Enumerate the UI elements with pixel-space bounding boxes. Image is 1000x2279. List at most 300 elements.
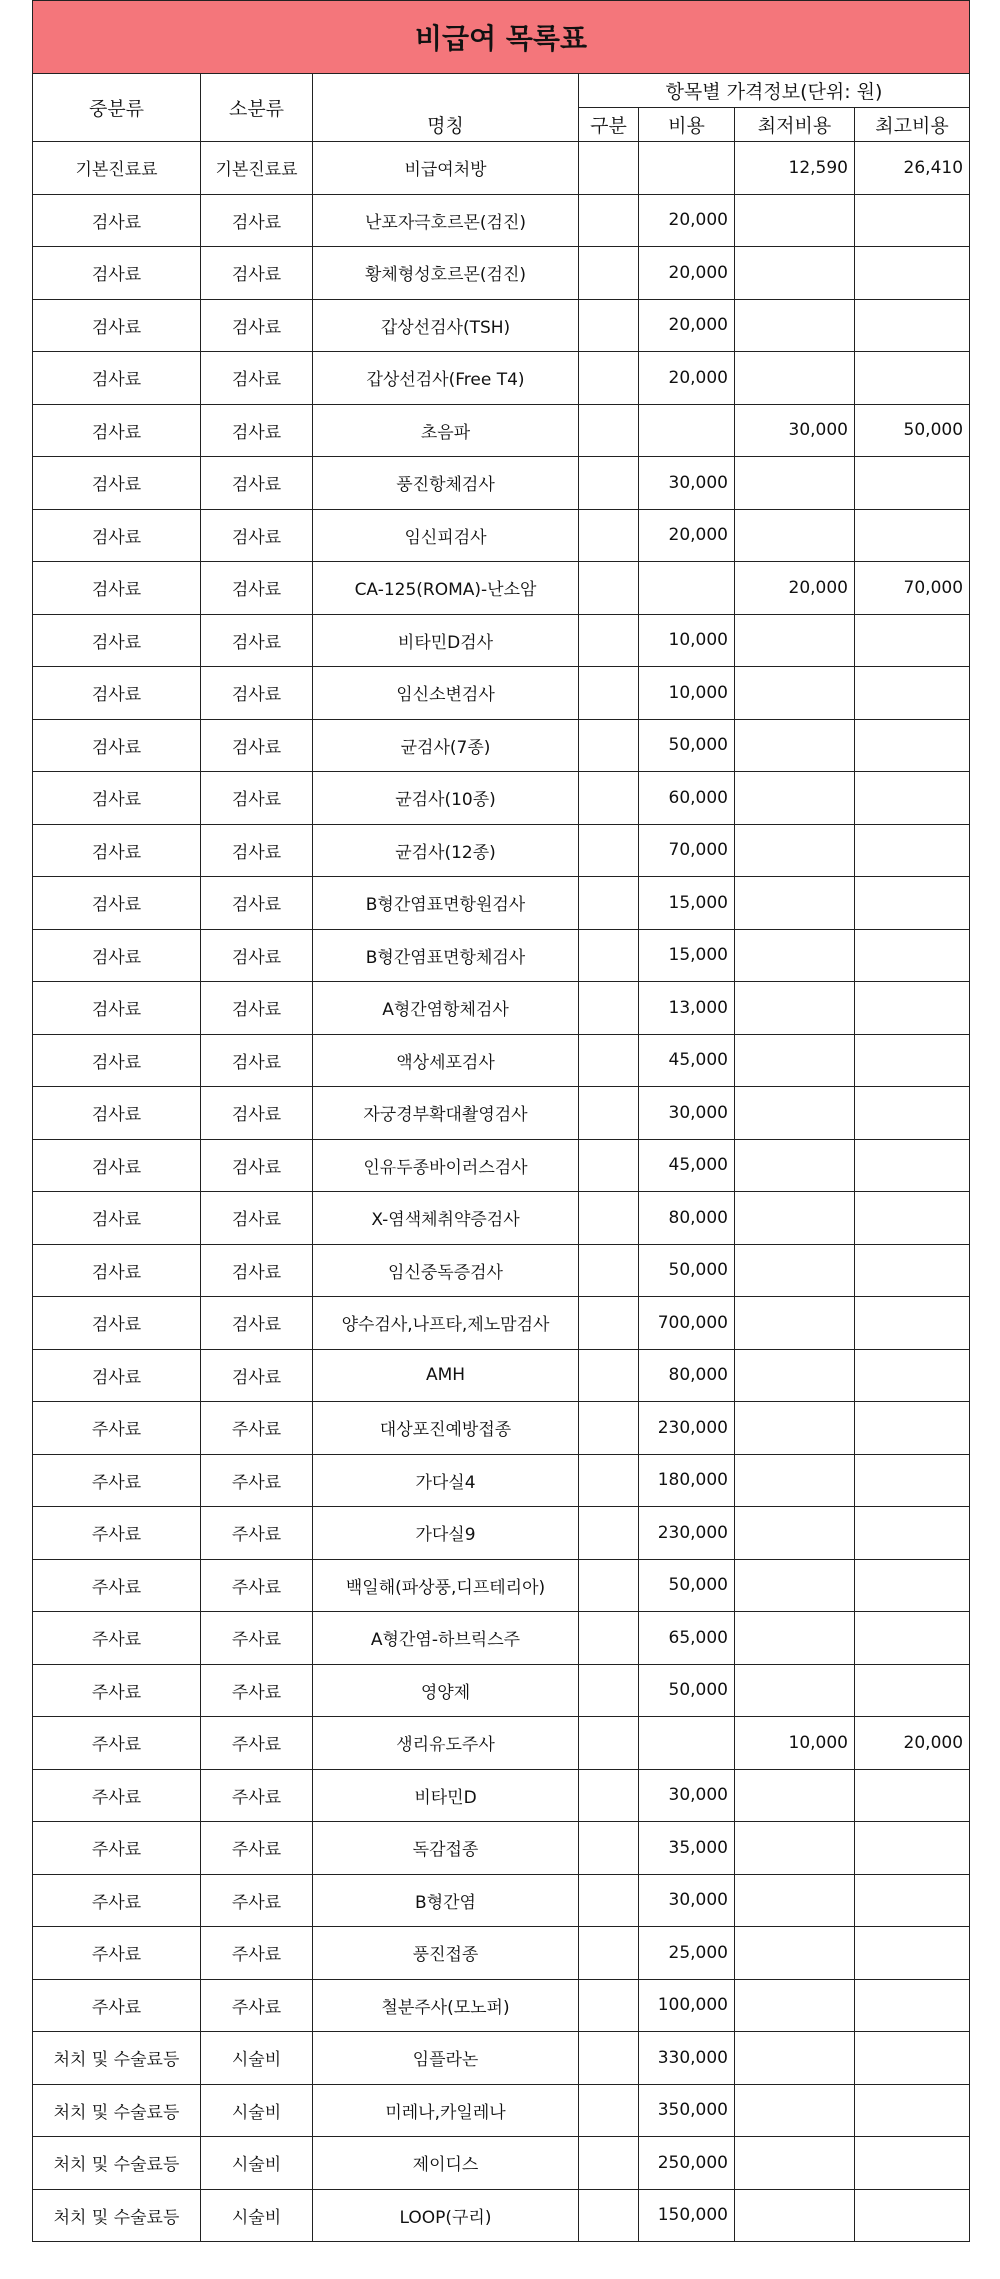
table-row xyxy=(33,1612,970,1665)
cell-sub-category: 검사료 xyxy=(201,1297,313,1350)
cell-mid-category: 검사료 xyxy=(33,509,201,562)
cell-max-cost xyxy=(855,824,970,877)
cell-division xyxy=(579,1664,639,1717)
cell-min-cost xyxy=(735,2084,855,2137)
cell-mid-category: 검사료 xyxy=(33,877,201,930)
cell-max-cost xyxy=(855,247,970,300)
cell-cost: 230,000 xyxy=(639,1402,735,1455)
cell-max-cost xyxy=(855,667,970,720)
cell-division xyxy=(579,1297,639,1350)
cell-min-cost xyxy=(735,509,855,562)
cell-cost: 70,000 xyxy=(639,824,735,877)
cell-max-cost xyxy=(855,1979,970,2032)
cell-mid-category: 기본진료료 xyxy=(33,142,201,195)
cell-cost: 700,000 xyxy=(639,1297,735,1350)
cell-min-cost: 12,590 xyxy=(735,142,855,195)
cell-division xyxy=(579,1559,639,1612)
cell-sub-category: 주사료 xyxy=(201,1507,313,1560)
cell-sub-category: 검사료 xyxy=(201,194,313,247)
header-min-cost: 최저비용 xyxy=(735,108,855,142)
table-row xyxy=(33,1192,970,1245)
cell-sub-category: 검사료 xyxy=(201,457,313,510)
cell-cost: 35,000 xyxy=(639,1822,735,1875)
cell-sub-category: 주사료 xyxy=(201,1559,313,1612)
cell-max-cost xyxy=(855,1507,970,1560)
cell-mid-category: 검사료 xyxy=(33,772,201,825)
cell-item-name: 생리유도주사 xyxy=(313,1717,579,1770)
table-row xyxy=(33,509,970,562)
cell-max-cost xyxy=(855,1664,970,1717)
page-title: 비급여 목록표 xyxy=(33,1,970,74)
cell-sub-category: 기본진료료 xyxy=(201,142,313,195)
cell-max-cost xyxy=(855,1822,970,1875)
cell-mid-category: 검사료 xyxy=(33,982,201,1035)
cell-item-name: 풍진항체검사 xyxy=(313,457,579,510)
cell-mid-category: 검사료 xyxy=(33,352,201,405)
cell-division xyxy=(579,457,639,510)
cell-sub-category: 검사료 xyxy=(201,509,313,562)
cell-min-cost xyxy=(735,1979,855,2032)
cell-mid-category: 주사료 xyxy=(33,1507,201,1560)
cell-cost xyxy=(639,142,735,195)
cell-division xyxy=(579,929,639,982)
cell-mid-category: 검사료 xyxy=(33,1087,201,1140)
header-sub-category: 소분류 xyxy=(201,74,313,142)
cell-min-cost xyxy=(735,667,855,720)
cell-item-name: 갑상선검사(Free T4) xyxy=(313,352,579,405)
cell-division xyxy=(579,1034,639,1087)
cell-min-cost xyxy=(735,299,855,352)
cell-item-name: 영양제 xyxy=(313,1664,579,1717)
cell-max-cost xyxy=(855,1402,970,1455)
cell-sub-category: 검사료 xyxy=(201,404,313,457)
cell-division xyxy=(579,719,639,772)
cell-sub-category: 주사료 xyxy=(201,1979,313,2032)
table-row xyxy=(33,404,970,457)
cell-sub-category: 검사료 xyxy=(201,247,313,300)
cell-mid-category: 검사료 xyxy=(33,614,201,667)
cell-min-cost xyxy=(735,1349,855,1402)
cell-mid-category: 검사료 xyxy=(33,299,201,352)
non-covered-price-table xyxy=(32,0,970,2242)
table-row xyxy=(33,1769,970,1822)
table-row xyxy=(33,299,970,352)
cell-cost: 30,000 xyxy=(639,1874,735,1927)
cell-division xyxy=(579,352,639,405)
table-row xyxy=(33,2084,970,2137)
cell-sub-category: 검사료 xyxy=(201,929,313,982)
cell-mid-category: 주사료 xyxy=(33,1454,201,1507)
cell-min-cost: 10,000 xyxy=(735,1717,855,1770)
cell-max-cost xyxy=(855,1349,970,1402)
cell-mid-category: 처치 및 수술료등 xyxy=(33,2032,201,2085)
cell-sub-category: 검사료 xyxy=(201,614,313,667)
table-row xyxy=(33,1927,970,1980)
cell-division xyxy=(579,404,639,457)
cell-division xyxy=(579,1454,639,1507)
cell-min-cost xyxy=(735,1402,855,1455)
cell-cost: 80,000 xyxy=(639,1349,735,1402)
cell-division xyxy=(579,562,639,615)
cell-cost: 20,000 xyxy=(639,509,735,562)
cell-sub-category: 주사료 xyxy=(201,1717,313,1770)
cell-min-cost xyxy=(735,1822,855,1875)
cell-division xyxy=(579,667,639,720)
cell-min-cost xyxy=(735,2032,855,2085)
cell-cost: 10,000 xyxy=(639,667,735,720)
cell-item-name: 대상포진예방접종 xyxy=(313,1402,579,1455)
cell-sub-category: 주사료 xyxy=(201,1664,313,1717)
cell-cost: 50,000 xyxy=(639,1244,735,1297)
cell-item-name: 인유두종바이러스검사 xyxy=(313,1139,579,1192)
cell-division xyxy=(579,772,639,825)
cell-division xyxy=(579,299,639,352)
cell-sub-category: 검사료 xyxy=(201,1349,313,1402)
cell-item-name: 균검사(12종) xyxy=(313,824,579,877)
cell-cost: 50,000 xyxy=(639,1559,735,1612)
cell-item-name: 미레나,카일레나 xyxy=(313,2084,579,2137)
cell-cost: 60,000 xyxy=(639,772,735,825)
table-row xyxy=(33,1139,970,1192)
cell-mid-category: 검사료 xyxy=(33,1244,201,1297)
cell-min-cost xyxy=(735,877,855,930)
cell-item-name: LOOP(구리) xyxy=(313,2189,579,2242)
cell-max-cost xyxy=(855,1454,970,1507)
cell-sub-category: 검사료 xyxy=(201,1034,313,1087)
cell-mid-category: 주사료 xyxy=(33,1927,201,1980)
cell-max-cost xyxy=(855,1192,970,1245)
cell-min-cost xyxy=(735,1769,855,1822)
cell-min-cost xyxy=(735,1192,855,1245)
cell-max-cost xyxy=(855,877,970,930)
cell-item-name: 가다실4 xyxy=(313,1454,579,1507)
cell-sub-category: 검사료 xyxy=(201,1087,313,1140)
cell-min-cost xyxy=(735,194,855,247)
cell-mid-category: 검사료 xyxy=(33,824,201,877)
cell-mid-category: 주사료 xyxy=(33,1402,201,1455)
cell-max-cost xyxy=(855,299,970,352)
cell-max-cost xyxy=(855,509,970,562)
cell-mid-category: 검사료 xyxy=(33,562,201,615)
table-row xyxy=(33,2137,970,2190)
cell-mid-category: 검사료 xyxy=(33,1297,201,1350)
cell-min-cost xyxy=(735,247,855,300)
cell-item-name: 임신중독증검사 xyxy=(313,1244,579,1297)
table-row xyxy=(33,1034,970,1087)
table-row xyxy=(33,562,970,615)
cell-cost: 13,000 xyxy=(639,982,735,1035)
cell-min-cost xyxy=(735,614,855,667)
cell-item-name: 비타민D xyxy=(313,1769,579,1822)
cell-max-cost xyxy=(855,1139,970,1192)
cell-max-cost xyxy=(855,2032,970,2085)
cell-division xyxy=(579,1769,639,1822)
cell-division xyxy=(579,1979,639,2032)
cell-item-name: 철분주사(모노퍼) xyxy=(313,1979,579,2032)
cell-max-cost: 70,000 xyxy=(855,562,970,615)
cell-item-name: 균검사(7종) xyxy=(313,719,579,772)
cell-sub-category: 검사료 xyxy=(201,824,313,877)
cell-item-name: B형간염 xyxy=(313,1874,579,1927)
cell-division xyxy=(579,614,639,667)
cell-min-cost xyxy=(735,1244,855,1297)
cell-mid-category: 검사료 xyxy=(33,1192,201,1245)
cell-sub-category: 주사료 xyxy=(201,1454,313,1507)
cell-max-cost xyxy=(855,614,970,667)
cell-cost: 80,000 xyxy=(639,1192,735,1245)
cell-mid-category: 주사료 xyxy=(33,1612,201,1665)
cell-mid-category: 검사료 xyxy=(33,1349,201,1402)
cell-division xyxy=(579,1087,639,1140)
cell-division xyxy=(579,194,639,247)
cell-cost: 230,000 xyxy=(639,1507,735,1560)
table-row xyxy=(33,1244,970,1297)
cell-min-cost: 30,000 xyxy=(735,404,855,457)
table-row xyxy=(33,247,970,300)
table-row xyxy=(33,194,970,247)
cell-min-cost xyxy=(735,1139,855,1192)
cell-max-cost xyxy=(855,1559,970,1612)
cell-cost: 25,000 xyxy=(639,1927,735,1980)
cell-division xyxy=(579,2084,639,2137)
table-row xyxy=(33,1507,970,1560)
cell-sub-category: 검사료 xyxy=(201,1192,313,1245)
cell-max-cost xyxy=(855,719,970,772)
cell-min-cost xyxy=(735,352,855,405)
cell-division xyxy=(579,2189,639,2242)
cell-division xyxy=(579,1192,639,1245)
cell-division xyxy=(579,509,639,562)
cell-max-cost xyxy=(855,772,970,825)
header-name: 명칭 xyxy=(313,108,579,142)
cell-division xyxy=(579,2032,639,2085)
cell-mid-category: 검사료 xyxy=(33,194,201,247)
cell-max-cost xyxy=(855,1087,970,1140)
cell-cost: 20,000 xyxy=(639,247,735,300)
cell-min-cost xyxy=(735,1087,855,1140)
cell-sub-category: 검사료 xyxy=(201,667,313,720)
cell-item-name: 임신피검사 xyxy=(313,509,579,562)
cell-item-name: 비급여처방 xyxy=(313,142,579,195)
cell-division xyxy=(579,1927,639,1980)
cell-max-cost xyxy=(855,1244,970,1297)
cell-division xyxy=(579,1612,639,1665)
table-row xyxy=(33,614,970,667)
table-row xyxy=(33,1979,970,2032)
cell-item-name: 풍진접종 xyxy=(313,1927,579,1980)
cell-cost: 180,000 xyxy=(639,1454,735,1507)
cell-division xyxy=(579,1874,639,1927)
cell-item-name: B형간염표면항체검사 xyxy=(313,929,579,982)
cell-max-cost xyxy=(855,457,970,510)
cell-division xyxy=(579,877,639,930)
cell-cost: 15,000 xyxy=(639,877,735,930)
cell-max-cost xyxy=(855,929,970,982)
table-row xyxy=(33,1822,970,1875)
cell-sub-category: 검사료 xyxy=(201,772,313,825)
cell-min-cost xyxy=(735,1507,855,1560)
price-list-sheet xyxy=(32,0,969,2242)
cell-item-name: B형간염표면항원검사 xyxy=(313,877,579,930)
cell-item-name: 백일해(파상풍,디프테리아) xyxy=(313,1559,579,1612)
cell-min-cost xyxy=(735,929,855,982)
cell-sub-category: 시술비 xyxy=(201,2084,313,2137)
cell-mid-category: 검사료 xyxy=(33,929,201,982)
table-row xyxy=(33,667,970,720)
cell-mid-category: 주사료 xyxy=(33,1717,201,1770)
cell-min-cost xyxy=(735,1664,855,1717)
cell-division xyxy=(579,2137,639,2190)
table-row xyxy=(33,1454,970,1507)
cell-min-cost xyxy=(735,1612,855,1665)
cell-min-cost xyxy=(735,982,855,1035)
cell-cost: 250,000 xyxy=(639,2137,735,2190)
cell-item-name: 황체형성호르몬(검진) xyxy=(313,247,579,300)
header-mid-category: 중분류 xyxy=(33,74,201,142)
cell-mid-category: 검사료 xyxy=(33,247,201,300)
cell-max-cost xyxy=(855,2189,970,2242)
cell-max-cost xyxy=(855,1612,970,1665)
cell-mid-category: 검사료 xyxy=(33,1034,201,1087)
cell-cost: 45,000 xyxy=(639,1034,735,1087)
cell-mid-category: 주사료 xyxy=(33,1874,201,1927)
cell-cost: 20,000 xyxy=(639,299,735,352)
cell-item-name: 초음파 xyxy=(313,404,579,457)
cell-item-name: 자궁경부확대촬영검사 xyxy=(313,1087,579,1140)
cell-sub-category: 시술비 xyxy=(201,2189,313,2242)
cell-cost: 50,000 xyxy=(639,1664,735,1717)
cell-max-cost xyxy=(855,1034,970,1087)
cell-item-name: 비타민D검사 xyxy=(313,614,579,667)
cell-mid-category: 처치 및 수술료등 xyxy=(33,2189,201,2242)
cell-mid-category: 검사료 xyxy=(33,457,201,510)
cell-sub-category: 주사료 xyxy=(201,1402,313,1455)
cell-cost: 30,000 xyxy=(639,1769,735,1822)
table-row xyxy=(33,1087,970,1140)
cell-item-name: 제이디스 xyxy=(313,2137,579,2190)
table-row xyxy=(33,2189,970,2242)
cell-division xyxy=(579,1507,639,1560)
table-row xyxy=(33,457,970,510)
cell-cost: 350,000 xyxy=(639,2084,735,2137)
cell-division xyxy=(579,1244,639,1297)
cell-mid-category: 주사료 xyxy=(33,1979,201,2032)
cell-min-cost xyxy=(735,1297,855,1350)
cell-item-name: A형간염항체검사 xyxy=(313,982,579,1035)
table-row xyxy=(33,1559,970,1612)
table-row xyxy=(33,929,970,982)
cell-sub-category: 검사료 xyxy=(201,562,313,615)
cell-division xyxy=(579,1139,639,1192)
cell-cost: 100,000 xyxy=(639,1979,735,2032)
cell-max-cost xyxy=(855,982,970,1035)
cell-division xyxy=(579,982,639,1035)
cell-min-cost xyxy=(735,719,855,772)
cell-item-name: AMH xyxy=(313,1349,579,1402)
cell-max-cost xyxy=(855,1769,970,1822)
cell-max-cost xyxy=(855,2084,970,2137)
table-row xyxy=(33,142,970,195)
cell-sub-category: 검사료 xyxy=(201,719,313,772)
cell-min-cost xyxy=(735,1559,855,1612)
cell-max-cost xyxy=(855,2137,970,2190)
table-row xyxy=(33,877,970,930)
cell-cost xyxy=(639,404,735,457)
cell-max-cost: 20,000 xyxy=(855,1717,970,1770)
cell-item-name: 독감접종 xyxy=(313,1822,579,1875)
table-row xyxy=(33,719,970,772)
cell-item-name: 가다실9 xyxy=(313,1507,579,1560)
cell-item-name: X-염색체취약증검사 xyxy=(313,1192,579,1245)
table-row xyxy=(33,1874,970,1927)
cell-min-cost xyxy=(735,1874,855,1927)
cell-cost: 20,000 xyxy=(639,194,735,247)
cell-min-cost xyxy=(735,457,855,510)
cell-min-cost xyxy=(735,772,855,825)
header-max-cost: 최고비용 xyxy=(855,108,970,142)
cell-cost xyxy=(639,1717,735,1770)
header-division: 구분 xyxy=(579,108,639,142)
cell-sub-category: 주사료 xyxy=(201,1612,313,1665)
cell-division xyxy=(579,142,639,195)
cell-sub-category: 주사료 xyxy=(201,1822,313,1875)
table-row xyxy=(33,1402,970,1455)
cell-mid-category: 처치 및 수술료등 xyxy=(33,2084,201,2137)
table-row xyxy=(33,1349,970,1402)
cell-mid-category: 주사료 xyxy=(33,1559,201,1612)
cell-cost: 45,000 xyxy=(639,1139,735,1192)
cell-max-cost: 26,410 xyxy=(855,142,970,195)
cell-item-name: 양수검사,나프타,제노맘검사 xyxy=(313,1297,579,1350)
cell-mid-category: 검사료 xyxy=(33,1139,201,1192)
cell-max-cost xyxy=(855,352,970,405)
cell-cost: 65,000 xyxy=(639,1612,735,1665)
cell-mid-category: 검사료 xyxy=(33,667,201,720)
cell-mid-category: 주사료 xyxy=(33,1822,201,1875)
table-row xyxy=(33,352,970,405)
cell-min-cost xyxy=(735,1034,855,1087)
cell-cost xyxy=(639,562,735,615)
cell-item-name: 난포자극호르몬(검진) xyxy=(313,194,579,247)
cell-sub-category: 주사료 xyxy=(201,1927,313,1980)
cell-sub-category: 주사료 xyxy=(201,1874,313,1927)
table-row xyxy=(33,1664,970,1717)
header-blank xyxy=(313,74,579,108)
cell-min-cost xyxy=(735,824,855,877)
cell-division xyxy=(579,1402,639,1455)
cell-sub-category: 검사료 xyxy=(201,1244,313,1297)
cell-cost: 30,000 xyxy=(639,457,735,510)
cell-cost: 15,000 xyxy=(639,929,735,982)
table-row xyxy=(33,1717,970,1770)
cell-sub-category: 검사료 xyxy=(201,1139,313,1192)
cell-min-cost xyxy=(735,2189,855,2242)
table-row xyxy=(33,2032,970,2085)
cell-sub-category: 검사료 xyxy=(201,877,313,930)
cell-sub-category: 시술비 xyxy=(201,2137,313,2190)
cell-max-cost xyxy=(855,1927,970,1980)
cell-division xyxy=(579,824,639,877)
cell-max-cost xyxy=(855,1297,970,1350)
cell-item-name: A형간염-하브릭스주 xyxy=(313,1612,579,1665)
cell-item-name: 갑상선검사(TSH) xyxy=(313,299,579,352)
cell-sub-category: 검사료 xyxy=(201,299,313,352)
cell-cost: 330,000 xyxy=(639,2032,735,2085)
cell-mid-category: 주사료 xyxy=(33,1769,201,1822)
cell-item-name: 임플라논 xyxy=(313,2032,579,2085)
cell-item-name: CA-125(ROMA)-난소암 xyxy=(313,562,579,615)
header-cost: 비용 xyxy=(639,108,735,142)
